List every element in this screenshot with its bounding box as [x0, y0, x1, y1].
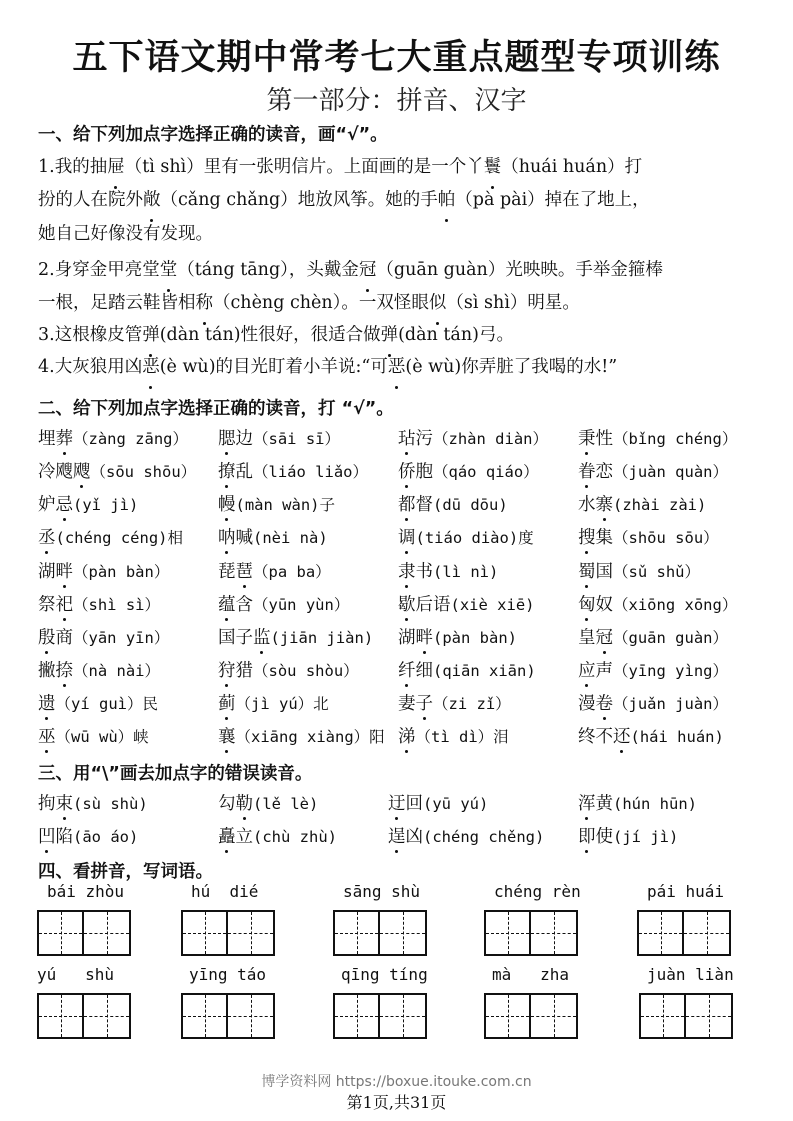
guide-line: [639, 933, 682, 934]
dotted-character: 秉: [578, 425, 596, 450]
dotted-character: 寨: [596, 491, 614, 516]
pinyin-prompt: bái zhòu: [47, 882, 125, 901]
pinyin-options: (nèi nà): [253, 529, 328, 547]
character-cell[interactable]: [380, 995, 425, 1037]
guide-line: [684, 933, 729, 934]
word-text: 陷: [55, 827, 73, 847]
word-item: [578, 723, 724, 748]
word-text: 督: [415, 495, 433, 515]
writing-grid-box[interactable]: [37, 993, 131, 1039]
pinyin-options: （bǐng chéng）: [613, 430, 738, 448]
pinyin-options: (hái huán): [630, 728, 724, 746]
dotted-character: 迂: [388, 790, 406, 815]
character-cell[interactable]: [228, 995, 273, 1037]
word-item: [578, 823, 678, 848]
word-text: 书: [415, 562, 433, 582]
word-item: [38, 624, 169, 649]
character-cell[interactable]: [335, 912, 380, 954]
word-item: [398, 723, 509, 748]
pinyin-options: （sāi sī）: [253, 430, 340, 448]
question-line: [38, 287, 580, 320]
word-item: [578, 458, 728, 483]
line-text: （chèng chèn）。一双怪眼: [213, 293, 429, 313]
line-text: (dàn tán)性很好，很适合做: [159, 325, 381, 345]
word-item: [398, 591, 535, 616]
word-item: [398, 458, 539, 483]
word-item: [398, 657, 536, 682]
pinyin-options: （sǔ shǔ）: [613, 563, 700, 581]
dotted-character: 子: [416, 690, 434, 715]
word-text: 妻: [398, 694, 416, 714]
guide-line: [183, 1016, 226, 1017]
word-text: 水: [578, 495, 596, 515]
dotted-character: 侨: [398, 458, 416, 483]
pinyin-options: (āo áo): [73, 828, 139, 846]
writing-grid-box[interactable]: [637, 910, 731, 956]
pinyin-options: （pa ba）: [253, 563, 331, 581]
pinyin-prompt: mà zha: [492, 965, 570, 984]
dotted-character: 还: [613, 723, 631, 748]
word-text: 性: [595, 429, 613, 449]
word-text: 商: [55, 628, 73, 648]
writing-grid-box[interactable]: [37, 910, 131, 956]
question-line: [38, 319, 514, 352]
word-text: 喊: [235, 528, 253, 548]
dotted-character: 葬: [56, 425, 74, 450]
pinyin-options: (tiáo diào)度: [415, 529, 534, 547]
character-cell[interactable]: [183, 995, 228, 1037]
dotted-character: 蕴: [218, 591, 236, 616]
word-item: [218, 458, 368, 483]
pinyin-prompt: juàn liàn: [647, 965, 734, 984]
word-text: 边: [235, 429, 253, 449]
dotted-character: 恶: [388, 351, 406, 384]
character-cell[interactable]: [641, 995, 686, 1037]
character-cell[interactable]: [486, 995, 531, 1037]
pinyin-options: (qiān xiān): [433, 662, 536, 680]
character-cell[interactable]: [639, 912, 684, 954]
word-item: [578, 491, 706, 516]
word-text: 埋: [38, 429, 56, 449]
dotted-character: 纤: [398, 657, 416, 682]
word-item: [398, 491, 508, 516]
section1-heading: 一、给下列加点字选择正确的读音，画“√”。: [38, 125, 388, 145]
guide-line: [335, 933, 378, 934]
writing-grid-box[interactable]: [333, 910, 427, 956]
word-text: 漫: [578, 694, 596, 714]
dotted-character: 捺: [56, 657, 74, 682]
word-item: [38, 491, 138, 516]
guide-line: [228, 1016, 273, 1017]
pinyin-options: （yīng yìng）: [613, 662, 728, 680]
document-title: 五下语文期中常考七大重点题型专项训练: [72, 38, 721, 78]
word-text: 皇: [578, 628, 596, 648]
word-text: 黄: [595, 794, 613, 814]
pinyin-options: (jí jì): [613, 828, 679, 846]
line-text: （táng tāng），头戴金: [177, 260, 359, 280]
pinyin-options: (sù shù): [73, 795, 148, 813]
writing-grid-box[interactable]: [484, 910, 578, 956]
dotted-character: 堂: [160, 254, 178, 287]
pinyin-options: （yān yīn）: [73, 629, 170, 647]
word-text: 细: [415, 661, 433, 681]
word-item: [38, 790, 148, 815]
pinyin-prompt: qīng tíng: [341, 965, 428, 984]
word-item: [218, 790, 318, 815]
dotted-character: 蓟: [218, 690, 236, 715]
word-text: 乱: [235, 462, 253, 482]
dotted-character: 帕: [438, 184, 456, 217]
word-text: 声: [595, 661, 613, 681]
word-item: [218, 690, 329, 715]
word-text: 奴: [595, 595, 613, 615]
word-text: 撇: [38, 661, 56, 681]
pinyin-options: （shì sì）: [73, 596, 160, 614]
guide-line: [486, 1016, 529, 1017]
dotted-character: 矗: [218, 823, 236, 848]
word-item: [398, 524, 534, 549]
dotted-character: 似: [429, 287, 447, 320]
pinyin-prompt: hú dié: [191, 882, 259, 901]
word-item: [38, 690, 158, 715]
word-text: 冷飕: [38, 462, 73, 482]
pinyin-options: (dū dōu): [433, 496, 508, 514]
pinyin-options: (jiān jiàn): [270, 629, 374, 647]
line-text: (è wù)的目光盯着小羊说:“可: [159, 357, 388, 377]
dotted-character: 敞: [143, 184, 161, 217]
pinyin-options: (lě lè): [253, 795, 319, 813]
pinyin-options: (yū yú): [423, 795, 489, 813]
dotted-character: 丞: [38, 524, 56, 549]
dotted-character: 浑: [578, 790, 596, 815]
word-item: [398, 558, 498, 583]
word-text: 终不: [578, 727, 613, 747]
pinyin-options: (lì nì): [433, 563, 499, 581]
guide-line: [39, 1016, 82, 1017]
pinyin-options: (hún hūn): [613, 795, 697, 813]
pinyin-options: （xiāng xiàng）阳: [235, 728, 385, 746]
word-text: 含: [235, 595, 253, 615]
word-text: 拘: [38, 794, 56, 814]
guide-line: [335, 1016, 378, 1017]
line-text: 她自己好像没有发现。: [38, 224, 213, 244]
writing-grid-box[interactable]: [484, 993, 578, 1039]
guide-line: [84, 1016, 129, 1017]
dotted-character: 眷: [578, 458, 596, 483]
line-text: （huái huán）打: [501, 157, 643, 177]
dotted-character: 撩: [218, 458, 236, 483]
word-item: [38, 524, 183, 549]
page-number: 第1页,共31页: [346, 1093, 447, 1112]
writing-grid-box[interactable]: [639, 993, 733, 1039]
dotted-character: 应: [578, 657, 596, 682]
writing-grid-box[interactable]: [181, 993, 275, 1039]
word-item: [398, 425, 548, 450]
line-text: （cǎng chǎng）地放风筝。她的手: [160, 190, 438, 210]
pinyin-options: （juàn quàn）: [613, 463, 728, 481]
pinyin-options: （wū wù）峡: [55, 728, 149, 746]
character-cell[interactable]: [486, 912, 531, 954]
character-cell[interactable]: [183, 912, 228, 954]
line-text: （guān guàn）光映映。手举金箍棒: [376, 260, 663, 280]
pinyin-options: （shōu sōu）: [613, 529, 719, 547]
line-text: 1.我的抽: [38, 157, 108, 177]
dotted-character: 襄: [218, 723, 236, 748]
dotted-character: 歇: [398, 591, 416, 616]
pinyin-options: （nà nài）: [73, 662, 160, 680]
guide-line: [39, 933, 82, 934]
question-line: [38, 218, 213, 251]
dotted-character: 祀: [56, 591, 74, 616]
dotted-character: 巫: [38, 723, 56, 748]
line-text: (è wù)你弄脏了我喝的水!”: [405, 357, 618, 377]
character-cell[interactable]: [39, 912, 84, 954]
word-text: 妒: [38, 495, 56, 515]
word-text: 后语: [415, 595, 451, 615]
pinyin-prompt: chéng rèn: [494, 882, 581, 901]
word-item: [398, 690, 511, 715]
word-text: 国: [595, 562, 613, 582]
guide-line: [486, 933, 529, 934]
line-text: 2.身穿金甲亮堂: [38, 260, 160, 280]
word-item: [38, 823, 138, 848]
dotted-character: 鬟: [484, 151, 502, 184]
word-text: 回: [405, 794, 423, 814]
guide-line: [686, 1016, 731, 1017]
pinyin-options: (chéng chěng): [423, 828, 545, 846]
dotted-character: 遗: [38, 690, 56, 715]
character-cell[interactable]: [531, 995, 576, 1037]
dotted-character: 畔: [416, 624, 434, 649]
character-cell[interactable]: [228, 912, 273, 954]
pinyin-options: （yí guì）民: [55, 695, 158, 713]
word-item: [38, 591, 160, 616]
line-text: （tì shì）里有一张明信片。上面画的是一个丫: [124, 157, 484, 177]
word-item: [578, 690, 728, 715]
pinyin-options: （yūn yùn）: [253, 596, 350, 614]
word-text: 胞: [415, 462, 433, 482]
word-text: 祭: [38, 595, 56, 615]
pinyin-options: （sōu shōu）: [90, 463, 197, 481]
pinyin-options: (yǐ jì): [73, 496, 139, 514]
word-text: 湖: [398, 628, 416, 648]
word-text: 立: [235, 827, 253, 847]
word-text: 凶: [405, 827, 423, 847]
pinyin-options: （zhàn diàn）: [433, 430, 548, 448]
guide-line: [531, 1016, 576, 1017]
character-cell[interactable]: [686, 995, 731, 1037]
word-item: [578, 558, 700, 583]
word-item: [218, 425, 340, 450]
dotted-character: 幔: [218, 491, 236, 516]
word-item: [218, 558, 331, 583]
word-item: [388, 790, 488, 815]
pinyin-options: （juǎn juàn）: [613, 695, 728, 713]
dotted-character: 即: [578, 823, 596, 848]
dotted-character: 冠: [359, 254, 377, 287]
pinyin-options: （sòu shòu）: [253, 662, 359, 680]
question-line: [38, 184, 650, 217]
word-text: 国子: [218, 628, 253, 648]
word-item: [218, 591, 349, 616]
document-subtitle: 第一部分：拼音、汉字: [266, 86, 527, 116]
guide-line: [531, 933, 576, 934]
guide-line: [380, 933, 425, 934]
word-text: 猎: [235, 661, 253, 681]
pinyin-options: （zi zǐ）: [433, 695, 511, 713]
character-cell[interactable]: [531, 912, 576, 954]
question-line: [38, 254, 663, 287]
word-item: [388, 823, 544, 848]
word-text: 湖: [38, 562, 56, 582]
dotted-character: 弹: [381, 319, 399, 352]
dotted-character: 勒: [236, 790, 254, 815]
dotted-character: 监: [253, 624, 271, 649]
line-text: （pà pài）掉在了地上，: [455, 190, 650, 210]
dotted-character: 搜: [578, 524, 596, 549]
word-item: [578, 624, 728, 649]
dotted-character: 忌: [56, 491, 74, 516]
word-item: [218, 624, 373, 649]
dotted-character: 束: [56, 790, 74, 815]
pinyin-prompt: yú shù: [37, 965, 115, 984]
pinyin-options: （xiōng xōng）: [613, 596, 738, 614]
dotted-character: 玷: [398, 425, 416, 450]
word-item: [578, 524, 719, 549]
line-text: (dàn tán)弓。: [398, 325, 514, 345]
word-item: [218, 491, 335, 516]
line-text: 扮的人在院外: [38, 190, 143, 210]
pinyin-options: (màn wàn)子: [235, 496, 335, 514]
dotted-character: 殷: [38, 624, 56, 649]
pinyin-prompt: yīng táo: [189, 965, 267, 984]
pinyin-prompt: pái huái: [647, 882, 725, 901]
pinyin-options: (xiè xiē): [450, 596, 535, 614]
pinyin-options: （tì dì）泪: [415, 728, 509, 746]
word-text: 污: [415, 429, 433, 449]
dotted-character: 冠: [596, 624, 614, 649]
dotted-character: 逞: [388, 823, 406, 848]
line-text: 4.大灰狼用凶: [38, 357, 143, 377]
word-text: 恋: [595, 462, 613, 482]
dotted-character: 畔: [56, 558, 74, 583]
dotted-character: 涕: [398, 723, 416, 748]
section4-heading: 四、看拼音，写词语。: [38, 862, 213, 882]
word-item: [38, 657, 160, 682]
pinyin-options: （qáo qiáo）: [433, 463, 539, 481]
dotted-character: 腮: [218, 425, 236, 450]
word-item: [578, 425, 737, 450]
pinyin-prompt: sāng shù: [343, 882, 421, 901]
word-item: [578, 591, 737, 616]
dotted-character: 匈: [578, 591, 596, 616]
line-text: （sì shì）明星。: [446, 293, 580, 313]
character-cell[interactable]: [84, 995, 129, 1037]
dotted-character: 琶: [236, 558, 254, 583]
pinyin-options: (chù zhù): [253, 828, 337, 846]
dotted-character: 都: [398, 491, 416, 516]
word-item: [578, 790, 697, 815]
word-text: 集: [595, 528, 613, 548]
word-item: [38, 558, 169, 583]
guide-line: [641, 1016, 684, 1017]
dotted-character: 调: [398, 524, 416, 549]
dotted-character: 弹: [142, 319, 160, 352]
line-text: 3.这根橡皮管: [38, 325, 143, 345]
pinyin-options: (pàn bàn): [433, 629, 517, 647]
pinyin-options: （liáo liǎo）: [253, 463, 368, 481]
pinyin-options: （jì yú）北: [235, 695, 329, 713]
character-cell[interactable]: [84, 912, 129, 954]
guide-line: [228, 933, 273, 934]
word-item: [38, 723, 149, 748]
pinyin-options: （guān guàn）: [613, 629, 728, 647]
character-cell[interactable]: [335, 995, 380, 1037]
word-item: [218, 657, 359, 682]
footer-site-watermark: 博学资料网 https://boxue.itouke.com.cn: [261, 1074, 532, 1090]
dotted-character: 屉: [107, 151, 125, 184]
word-text: 琵: [218, 562, 236, 582]
dotted-character: 恶: [142, 351, 160, 384]
section2-heading: 二、给下列加点字选择正确的读音，打 “√”。: [38, 399, 394, 419]
pinyin-options: （zàng zāng）: [73, 430, 188, 448]
word-text: 勾: [218, 794, 236, 814]
question-line: [38, 151, 642, 184]
dotted-character: 狩: [218, 657, 236, 682]
character-cell[interactable]: [39, 995, 84, 1037]
writing-grid-box[interactable]: [333, 993, 427, 1039]
character-cell[interactable]: [684, 912, 729, 954]
dotted-character: 飕: [73, 458, 91, 483]
section3-heading: 三、用“\”画去加点字的错误读音。: [38, 764, 313, 784]
character-cell[interactable]: [380, 912, 425, 954]
dotted-character: 称: [196, 287, 214, 320]
writing-grid-box[interactable]: [181, 910, 275, 956]
word-item: [398, 624, 517, 649]
guide-line: [84, 933, 129, 934]
pinyin-options: (zhài zài): [613, 496, 707, 514]
word-item: [578, 657, 728, 682]
line-text: 一根，足踏云鞋皆相: [38, 293, 196, 313]
dotted-character: 隶: [398, 558, 416, 583]
dotted-character: 呐: [218, 524, 236, 549]
guide-line: [183, 933, 226, 934]
word-item: [218, 823, 337, 848]
pinyin-options: （pàn bàn）: [73, 563, 170, 581]
pinyin-options: (chéng céng)相: [55, 529, 183, 547]
dotted-character: 凹: [38, 823, 56, 848]
word-item: [38, 458, 196, 483]
word-item: [218, 524, 328, 549]
word-item: [38, 425, 188, 450]
guide-line: [380, 1016, 425, 1017]
word-text: 使: [595, 827, 613, 847]
dotted-character: 蜀: [578, 558, 596, 583]
question-line: [38, 351, 617, 384]
word-item: [218, 723, 385, 748]
dotted-character: 卷: [596, 690, 614, 715]
